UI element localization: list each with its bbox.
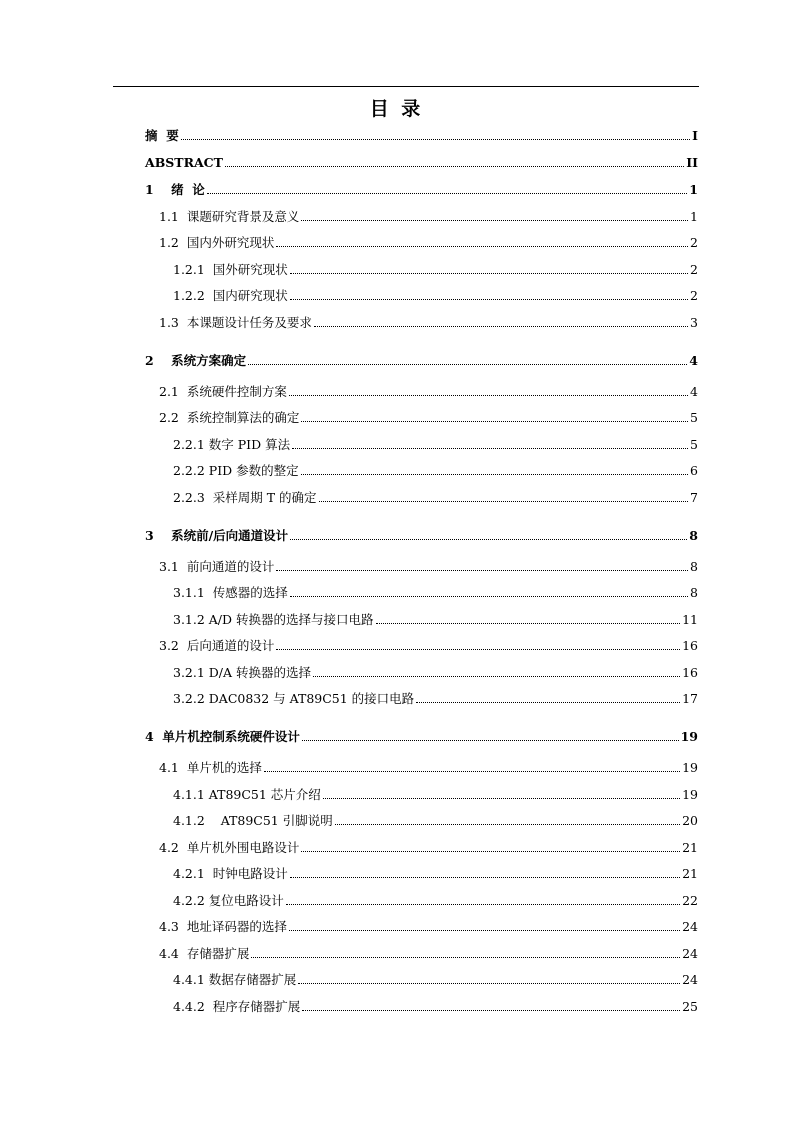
toc-entry-title: 1.2 国内外研究现状 <box>159 235 275 250</box>
toc-entry[interactable] <box>145 524 698 544</box>
toc-leader-dots <box>181 139 690 140</box>
toc-entry[interactable] <box>145 555 698 575</box>
toc-entry[interactable] <box>145 889 698 909</box>
toc-leader-dots <box>264 771 680 772</box>
toc-leader-dots <box>335 824 680 825</box>
toc-entry[interactable] <box>145 231 698 251</box>
toc-leader-dots <box>286 904 680 905</box>
toc-entry[interactable] <box>145 915 698 935</box>
toc-entry[interactable] <box>145 661 698 681</box>
toc-leader-dots <box>302 740 679 741</box>
toc-entry-title: 4.4 存储器扩展 <box>159 946 250 961</box>
toc-entry[interactable] <box>145 406 698 426</box>
toc-entry[interactable] <box>145 178 698 198</box>
toc-entry[interactable] <box>145 836 698 856</box>
toc-entry[interactable] <box>145 942 698 962</box>
toc-entry-page: 4 <box>689 353 698 368</box>
toc-entry-page: 4 <box>690 384 698 399</box>
toc-leader-dots <box>276 649 680 650</box>
toc-entry-page: 17 <box>682 691 698 706</box>
toc-entry-page: 2 <box>690 235 698 250</box>
toc-entry-page: 5 <box>690 437 698 452</box>
toc-leader-dots <box>289 395 688 396</box>
toc-entry-page: 6 <box>690 463 698 478</box>
toc-entry-title: 3.1 前向通道的设计 <box>159 559 275 574</box>
toc-entry-page: II <box>686 155 698 170</box>
toc-entry[interactable] <box>145 995 698 1015</box>
toc-leader-dots <box>251 957 680 958</box>
toc-leader-dots <box>376 623 681 624</box>
toc-entry[interactable] <box>145 725 698 745</box>
toc-entry[interactable] <box>145 349 698 369</box>
toc-entry[interactable] <box>145 783 698 803</box>
toc-entry-page: 25 <box>682 999 698 1014</box>
toc-entry-title: 摘 要 <box>145 128 179 143</box>
toc-entry[interactable] <box>145 608 698 628</box>
toc-entry-title: 3 系统前/后向通道设计 <box>145 528 289 543</box>
toc-leader-dots <box>290 273 688 274</box>
toc-entry-title: 4.1.1 AT89C51 芯片介绍 <box>173 787 321 802</box>
toc-entry-title: 4.4.2 程序存储器扩展 <box>173 999 301 1014</box>
toc-entry[interactable] <box>145 809 698 829</box>
header-rule <box>113 86 699 87</box>
toc-entry-title: 1.3 本课题设计任务及要求 <box>159 315 312 330</box>
toc-entry-title: 1.2.2 国内研究现状 <box>173 288 288 303</box>
toc-entry[interactable] <box>145 634 698 654</box>
toc-entry-page: 8 <box>690 585 698 600</box>
toc-leader-dots <box>416 702 680 703</box>
toc-entry-page: 1 <box>689 182 698 197</box>
toc-entry-title: 2 系统方案确定 <box>145 353 247 368</box>
toc-entry-page: 8 <box>689 528 698 543</box>
toc-entry-page: 19 <box>682 760 698 775</box>
toc-entry[interactable] <box>145 968 698 988</box>
toc-entry[interactable] <box>145 459 698 479</box>
toc-entry-title: 1 绪 论 <box>145 182 205 197</box>
toc-leader-dots <box>290 877 680 878</box>
toc-leader-dots <box>290 539 687 540</box>
toc-entry-page: 19 <box>682 787 698 802</box>
toc-entry-page: 22 <box>682 893 698 908</box>
toc-entry-title: 4.3 地址译码器的选择 <box>159 919 287 934</box>
toc-entry-title: 2.2 系统控制算法的确定 <box>159 410 300 425</box>
toc-entry[interactable] <box>145 756 698 776</box>
toc-entry-title: 3.2 后向通道的设计 <box>159 638 275 653</box>
toc-leader-dots <box>290 596 688 597</box>
toc-leader-dots <box>301 421 688 422</box>
toc-entry-page: 16 <box>682 638 698 653</box>
toc-entry-page: 2 <box>690 262 698 277</box>
toc-leader-dots <box>276 246 688 247</box>
toc-leader-dots <box>301 220 688 221</box>
toc-entry-page: 21 <box>682 866 698 881</box>
toc-leader-dots <box>314 326 688 327</box>
toc-leader-dots <box>248 364 687 365</box>
toc-entry-title: 3.2.2 DAC0832 与 AT89C51 的接口电路 <box>173 691 415 706</box>
toc-leader-dots <box>301 474 688 475</box>
toc-entry-title: 4.2.2 复位电路设计 <box>173 893 284 908</box>
toc-leader-dots <box>225 166 684 167</box>
toc-entry-title: 3.1.1 传感器的选择 <box>173 585 288 600</box>
toc-entry-title: ABSTRACT <box>145 155 223 170</box>
toc-leader-dots <box>302 1010 680 1011</box>
toc-entry-page: 5 <box>690 410 698 425</box>
toc-leader-dots <box>289 930 680 931</box>
toc-entry-title: 3.2.1 D/A 转换器的选择 <box>173 665 312 680</box>
toc-entry-title: 2.2.2 PID 参数的整定 <box>173 463 299 478</box>
toc-entry[interactable] <box>145 258 698 278</box>
toc-leader-dots <box>290 299 688 300</box>
toc-entry-title: 2.2.1 数字 PID 算法 <box>173 437 291 452</box>
toc-entry-page: 2 <box>690 288 698 303</box>
toc-entry[interactable] <box>145 581 698 601</box>
toc-entry-title: 4 单片机控制系统硬件设计 <box>145 729 300 744</box>
toc-entry-title: 4.2.1 时钟电路设计 <box>173 866 288 881</box>
toc-leader-dots <box>319 501 689 502</box>
toc-entry[interactable] <box>145 380 698 400</box>
toc-entry-title: 1.2.1 国外研究现状 <box>173 262 288 277</box>
toc-entry-title: 3.1.2 A/D 转换器的选择与接口电路 <box>173 612 374 627</box>
toc-entry[interactable] <box>145 486 698 506</box>
toc-entry[interactable] <box>145 687 698 707</box>
toc-entry[interactable] <box>145 151 698 171</box>
toc-entry[interactable] <box>145 284 698 304</box>
toc-leader-dots <box>276 570 688 571</box>
toc-entry-page: 24 <box>682 946 698 961</box>
toc-entry-page: 24 <box>682 972 698 987</box>
toc-entry-page: I <box>692 128 698 143</box>
toc-entry-page: 11 <box>682 612 698 627</box>
toc-entry-title: 1.1 课题研究背景及意义 <box>159 209 300 224</box>
toc-entry-page: 8 <box>690 559 698 574</box>
toc-entry[interactable] <box>145 205 698 225</box>
toc-entry-title: 2.1 系统硬件控制方案 <box>159 384 287 399</box>
toc-entry-title: 4.1.2 AT89C51 引脚说明 <box>173 813 333 828</box>
toc-entry[interactable] <box>145 311 698 331</box>
toc-entry-page: 21 <box>682 840 698 855</box>
toc-entry-page: 7 <box>690 490 698 505</box>
toc-entry-page: 1 <box>690 209 698 224</box>
toc-entry-title: 2.2.3 采样周期 T 的确定 <box>173 490 317 505</box>
toc-entry-title: 4.4.1 数据存储器扩展 <box>173 972 297 987</box>
toc-entry-page: 3 <box>690 315 698 330</box>
toc-entry-title: 4.2 单片机外围电路设计 <box>159 840 300 855</box>
toc-entry[interactable] <box>145 124 698 144</box>
toc-leader-dots <box>207 193 687 194</box>
toc-entry-page: 19 <box>680 729 698 744</box>
toc-leader-dots <box>301 851 680 852</box>
toc-leader-dots <box>298 983 680 984</box>
toc-entry-page: 20 <box>682 813 698 828</box>
toc-leader-dots <box>313 676 680 677</box>
toc-entry-page: 24 <box>682 919 698 934</box>
toc-entry-title: 4.1 单片机的选择 <box>159 760 262 775</box>
toc-leader-dots <box>292 448 688 449</box>
toc-entry-page: 16 <box>682 665 698 680</box>
toc-leader-dots <box>323 798 680 799</box>
toc-title: 目 录 <box>369 98 424 120</box>
toc-entry[interactable] <box>145 433 698 453</box>
toc-entry[interactable] <box>145 862 698 882</box>
